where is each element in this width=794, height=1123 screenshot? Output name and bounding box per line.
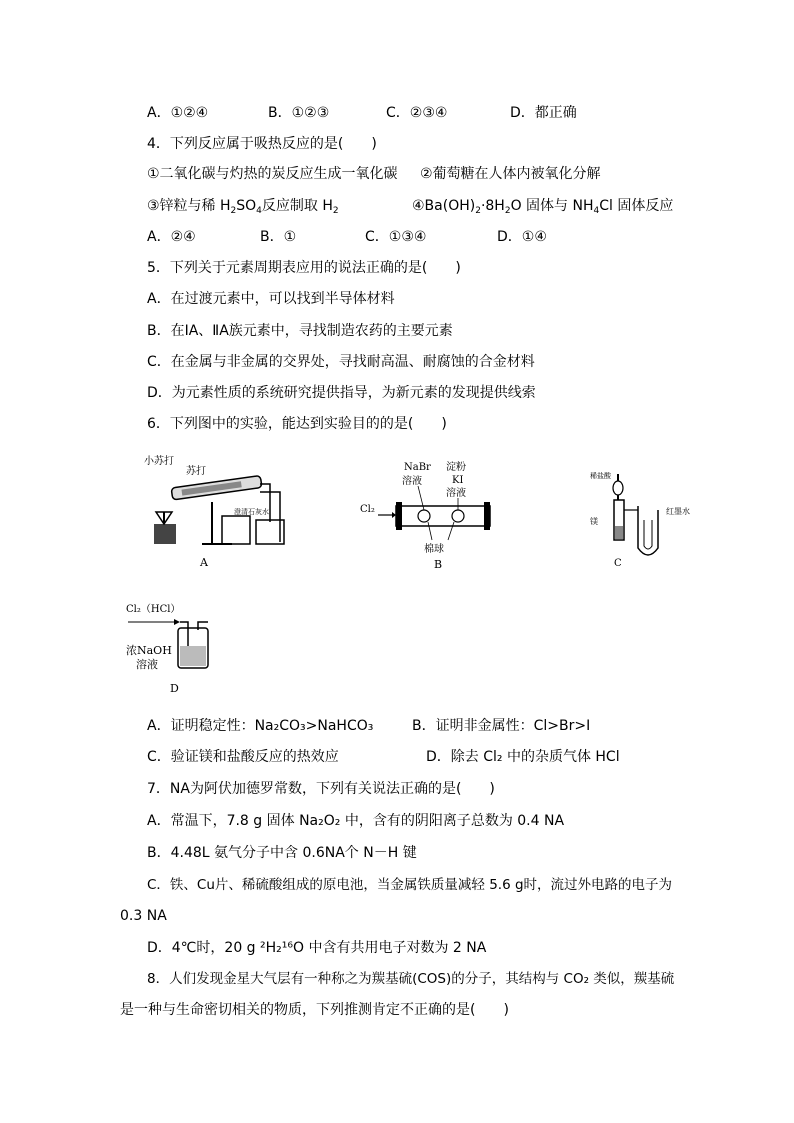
- q8-stem-line2: 是一种与生命密切相关的物质，下列推测肯定不正确的是( ): [120, 1002, 509, 1018]
- q7-option-a: A．常温下，7.8 g 固体 Na₂O₂ 中，含有的阴阳离子总数为 0.4 NA: [147, 813, 565, 829]
- fig-b-cl2: Cl₂: [360, 504, 375, 515]
- q4-item-2: ②葡萄糖在人体内被氧化分解: [420, 166, 601, 182]
- fig-c-acid: 稀盐酸: [590, 472, 611, 480]
- fig-c-ink: 红墨水: [666, 507, 690, 516]
- q3-options: [0, 103, 794, 123]
- fig-a-label-soda: 苏打: [186, 466, 206, 477]
- q5-option-d: D．为元素性质的系统研究提供指导，为新元素的发现提供线索: [147, 385, 536, 401]
- fig-d-naoh-solution: 溶液: [136, 658, 158, 671]
- q6-option-a: A．证明稳定性：Na₂CO₃>NaHCO₃: [147, 718, 374, 734]
- fig-a-caption: A: [200, 556, 208, 569]
- q7-option-c-line1: C．铁、Cu片、稀硫酸组成的原电池，当金属铁质量减轻 5.6 g时，流过外电路的电子为: [147, 877, 673, 893]
- q7-option-b: B．4.48L 氨气分子中含 0.6NA个 N－H 键: [147, 845, 417, 861]
- fig-c-caption: C: [614, 558, 622, 569]
- fig-b-nabr-solution: 溶液: [402, 476, 422, 487]
- q5-option-a: A．在过渡元素中，可以找到半导体材料: [147, 291, 395, 307]
- q4-stem: 4．下列反应属于吸热反应的是( ): [147, 136, 377, 152]
- fig-d-gas: Cl₂（HCl）: [126, 604, 181, 615]
- figure-a-heating-apparatus: [142, 452, 292, 570]
- q7-option-c-line2: 0.3 NA: [120, 908, 167, 924]
- q4-option-a: A．②④: [147, 229, 196, 245]
- fig-d-caption: D: [170, 682, 179, 695]
- q5-option-b: B．在ⅠA、ⅡA族元素中，寻找制造农药的主要元素: [147, 323, 453, 339]
- q7-stem: 7．NA为阿伏加德罗常数，下列有关说法正确的是( ): [147, 781, 495, 797]
- figure-c-u-tube: [588, 470, 708, 570]
- q4-option-b: B．①: [260, 229, 297, 245]
- q6-option-b: B．证明非金属性：Cl>Br>I: [412, 718, 591, 734]
- fig-b-starch: 淀粉: [446, 462, 466, 473]
- q6-option-d: D．除去 Cl₂ 中的杂质气体 HCl: [426, 749, 620, 765]
- q4-option-c: C．①③④: [365, 229, 427, 245]
- q3-option-a: A．①②④: [147, 105, 209, 121]
- q7-option-d: D．4℃时，20 g ²H₂¹⁶O 中含有共用电子对数为 2 NA: [147, 940, 487, 956]
- figure-b-halogen-tube: [358, 460, 508, 572]
- q4-item-1: ①二氧化碳与灼热的炭反应生成一氧化碳: [147, 166, 398, 182]
- figure-d-gas-washing-bottle: [124, 600, 234, 700]
- q4-option-d: D．①④: [497, 229, 547, 245]
- q4-item-3: ③锌粒与稀 $H_2SO_4$反应制取 $H_2$: [147, 198, 339, 216]
- q6-stem: 6．下列图中的实验，能达到实验目的的是( ): [147, 416, 447, 432]
- fig-b-ki-solution: 溶液: [446, 488, 466, 499]
- q3-option-b: B．①②③: [268, 105, 330, 121]
- q8-stem-line1: 8．人们发现金星大气层有一种称之为羰基硫(COS)的分子，其结构与 CO₂ 类似，羰基硫: [147, 971, 675, 987]
- fig-b-caption: B: [434, 558, 443, 571]
- q5-option-c: C．在金属与非金属的交界处，寻找耐高温、耐腐蚀的合金材料: [147, 354, 535, 370]
- fig-b-ki: KI: [452, 475, 464, 486]
- q3-option-d: D．都正确: [510, 105, 577, 121]
- fig-a-label-baking-soda: 小苏打: [144, 456, 174, 467]
- fig-d-naoh: 浓NaOH: [126, 644, 172, 657]
- q3-option-c: C．②③④: [386, 105, 448, 121]
- fig-a-label-limewater: 澄清石灰水: [234, 508, 269, 516]
- q4-item-4: $④Ba(OH)_2\cdot 8H_2O$ 固体与 $NH_4Cl$ 固体反应: [412, 198, 674, 216]
- q6-option-c: C．验证镁和盐酸反应的热效应: [147, 749, 339, 765]
- fig-b-cotton: 棉球: [424, 544, 444, 555]
- fig-b-nabr: NaBr: [404, 462, 431, 473]
- q5-stem: 5．下列关于元素周期表应用的说法正确的是( ): [147, 260, 461, 276]
- fig-c-mg: 镁: [590, 517, 598, 526]
- q4-options: [0, 227, 794, 247]
